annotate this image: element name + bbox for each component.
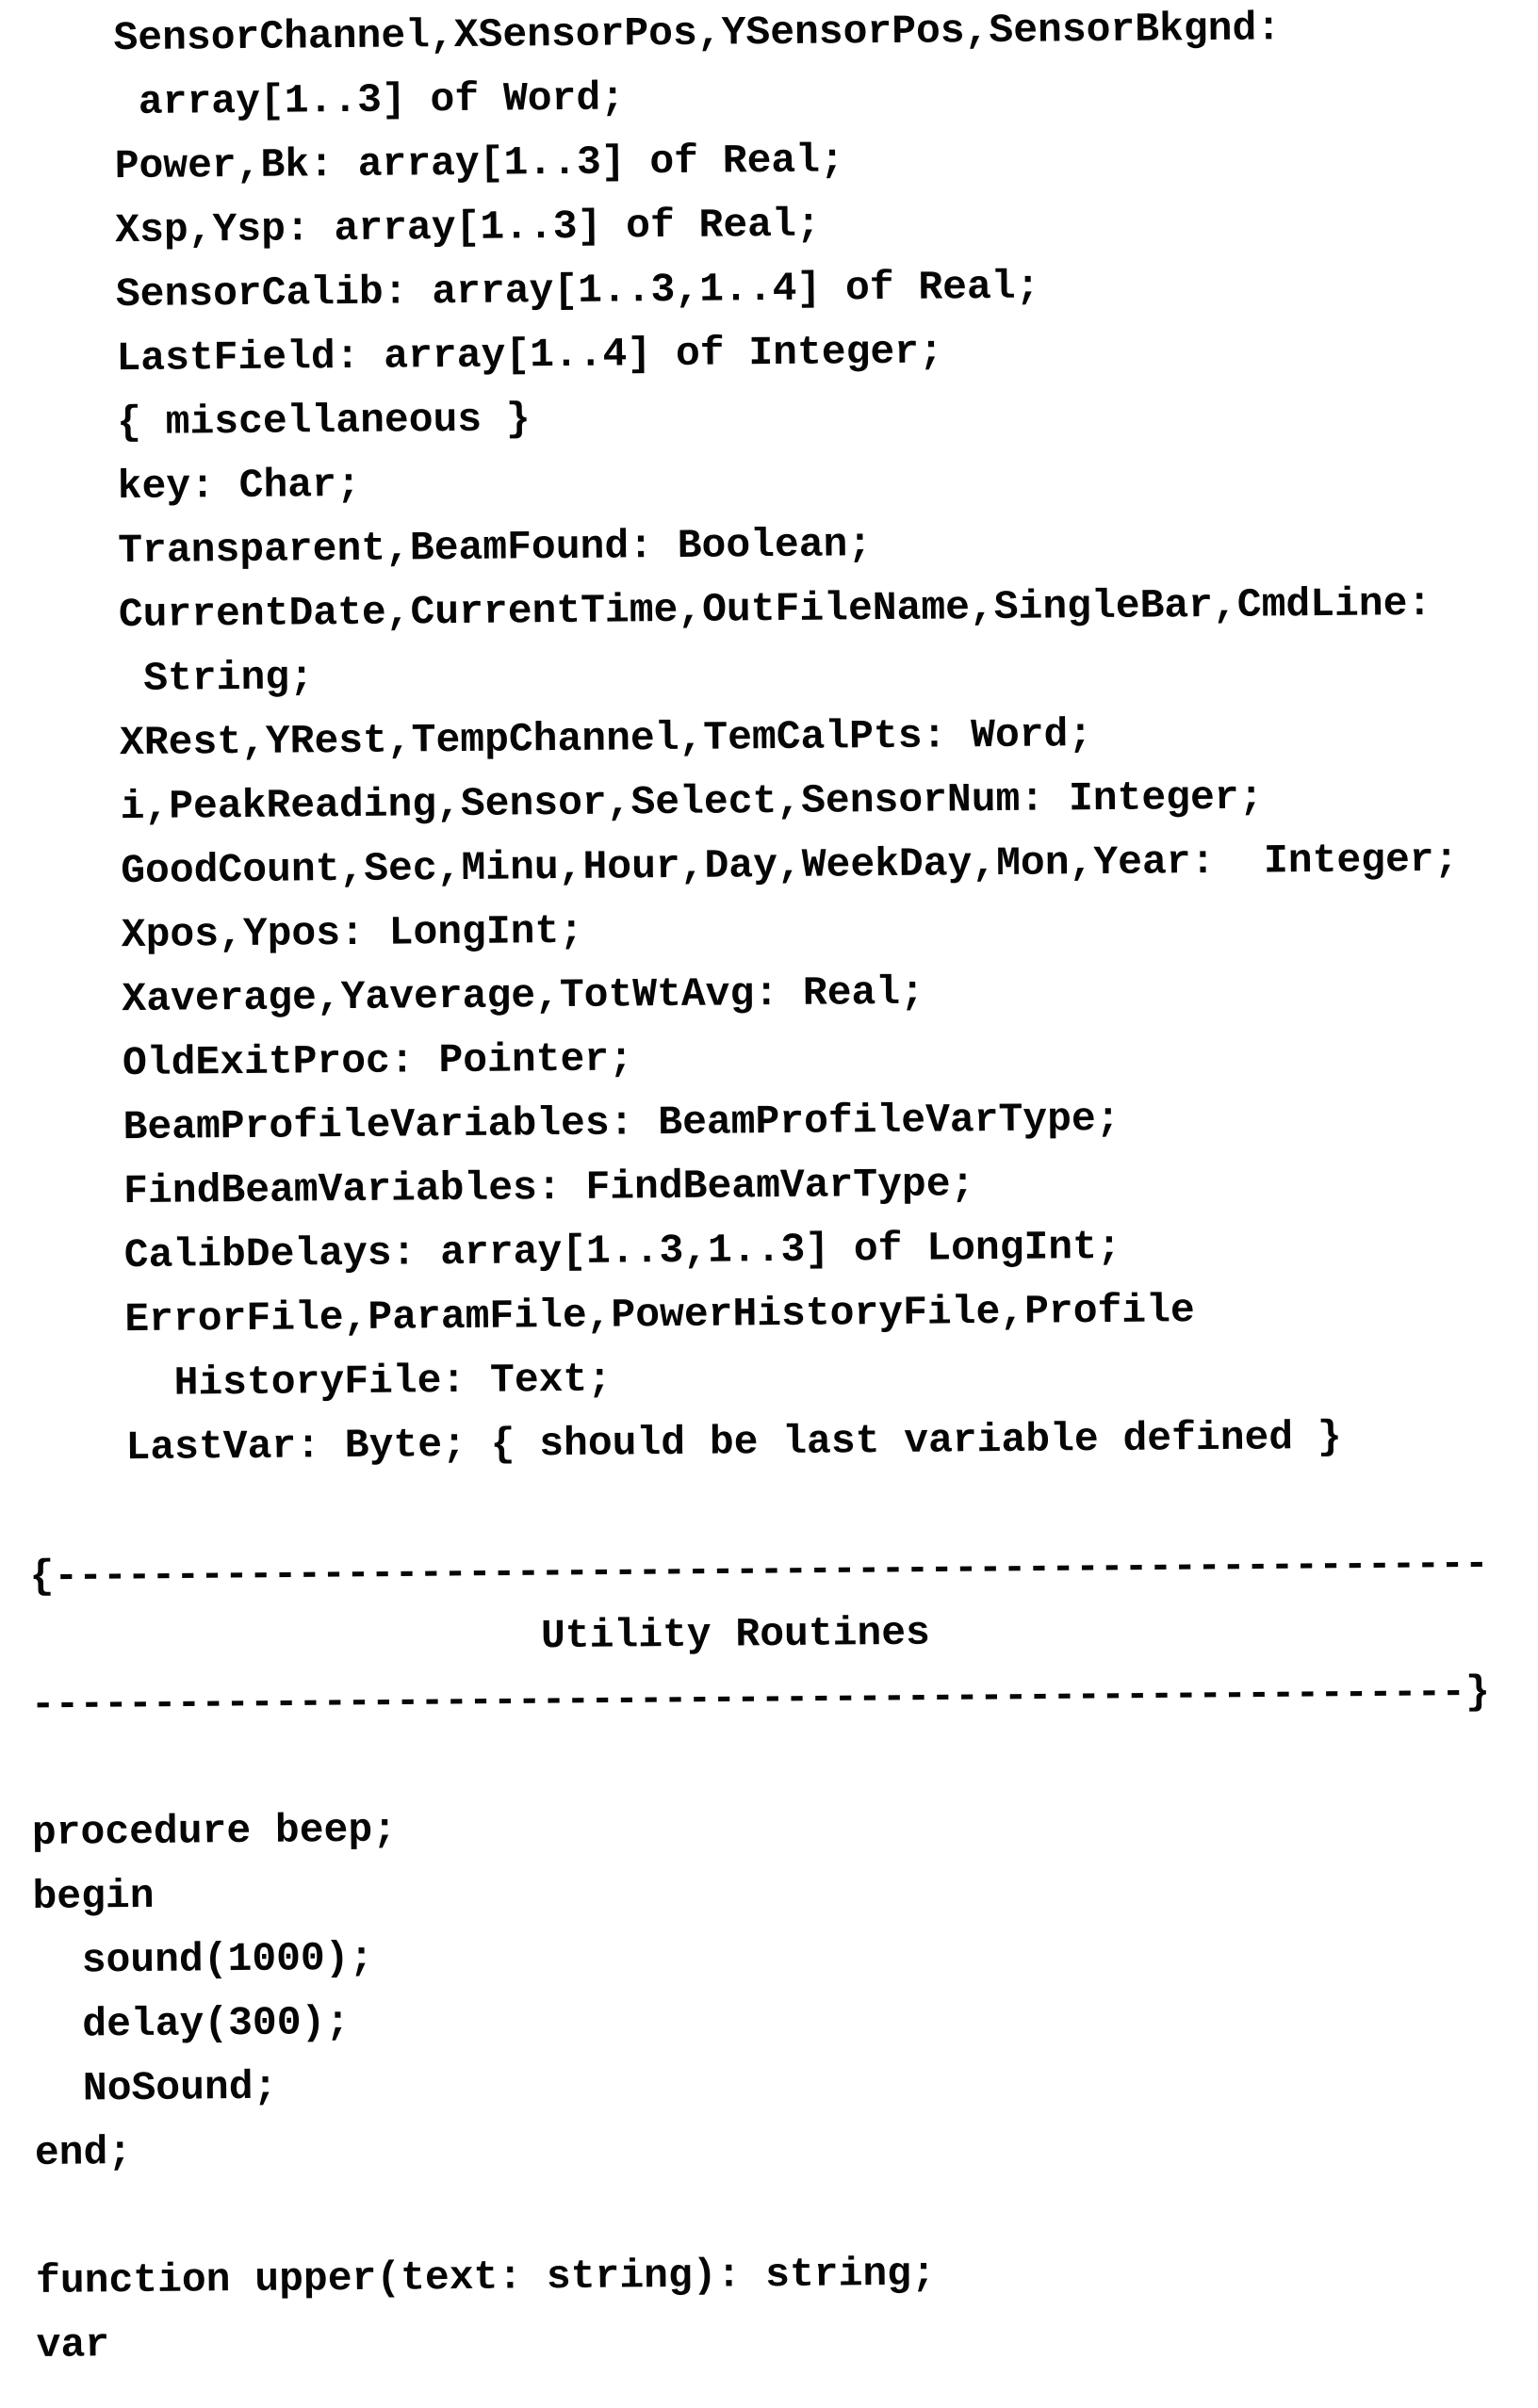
code-line: i,PeakReading,Sensor,Select,SensorNum: Integer; <box>23 773 1264 832</box>
code-line: OldExitProc: Pointer; <box>25 1035 634 1088</box>
code-line: HistoryFile: Text; <box>27 1356 613 1407</box>
code-line: function upper(text: string): string; <box>35 2250 937 2304</box>
code-line: Xsp,Ysp: array[1..3] of Real; <box>17 201 821 255</box>
code-line: sound(1000); <box>32 1934 374 1984</box>
code-line: ErrorFile,ParamFile,PowerHistoryFile,Profile <box>26 1287 1195 1343</box>
code-line: XRest,YRest,TempChannel,TemCalPts: Word; <box>22 711 1093 768</box>
code-line: FindBeamVariables: FindBeamVarType; <box>25 1161 975 1215</box>
code-line: {----------------------------------------------------------- <box>29 1540 1489 1600</box>
code-line: var <box>36 2321 110 2368</box>
code-line: key: Char; <box>20 461 361 512</box>
code-line: SensorChannel,XSensorPos,YSensorPos,SensorBkgnd: <box>16 5 1282 63</box>
code-line: LastVar: Byte; { should be last variable defined } <box>28 1413 1342 1472</box>
code-line: begin <box>32 1872 155 1920</box>
code-line: Xaverage,Yaverage,TotWtAvg: Real; <box>25 968 925 1024</box>
code-line: -----------------------------------------------------------} <box>30 1668 1491 1728</box>
code-line: CurrentDate,CurrentTime,OutFileName,SingleBar,CmdLine: <box>21 579 1432 640</box>
code-line: NoSound; <box>34 2063 278 2112</box>
code-line: Power,Bk: array[1..3] of Real; <box>17 137 845 191</box>
code-line: Transparent,BeamFound: Boolean; <box>20 521 873 576</box>
code-line: Xpos,Ypos: LongInt; <box>24 907 584 960</box>
code-line: LastField: array[1..4] of Integer; <box>19 328 944 383</box>
code-line: array[1..3] of Word; <box>16 74 626 127</box>
code-line: { miscellaneous } <box>19 396 531 447</box>
code-line: String; <box>22 654 315 704</box>
code-line: CalibDelays: array[1..3,1..3] of LongInt; <box>26 1223 1121 1279</box>
code-line: end; <box>34 2129 133 2176</box>
code-listing <box>16 0 1538 2378</box>
code-line: SensorCalib: array[1..3,1..4] of Real; <box>18 263 1040 319</box>
code-line: GoodCount,Sec,Minu,Hour,Day,WeekDay,Mon,Year: Integer; <box>23 836 1459 896</box>
code-line: procedure beep; <box>31 1806 398 1856</box>
code-line: delay(300); <box>33 1999 351 2048</box>
code-line: BeamProfileVariables: BeamProfileVarType; <box>25 1095 1121 1152</box>
code-line: Utility Routines <box>29 1609 931 1664</box>
